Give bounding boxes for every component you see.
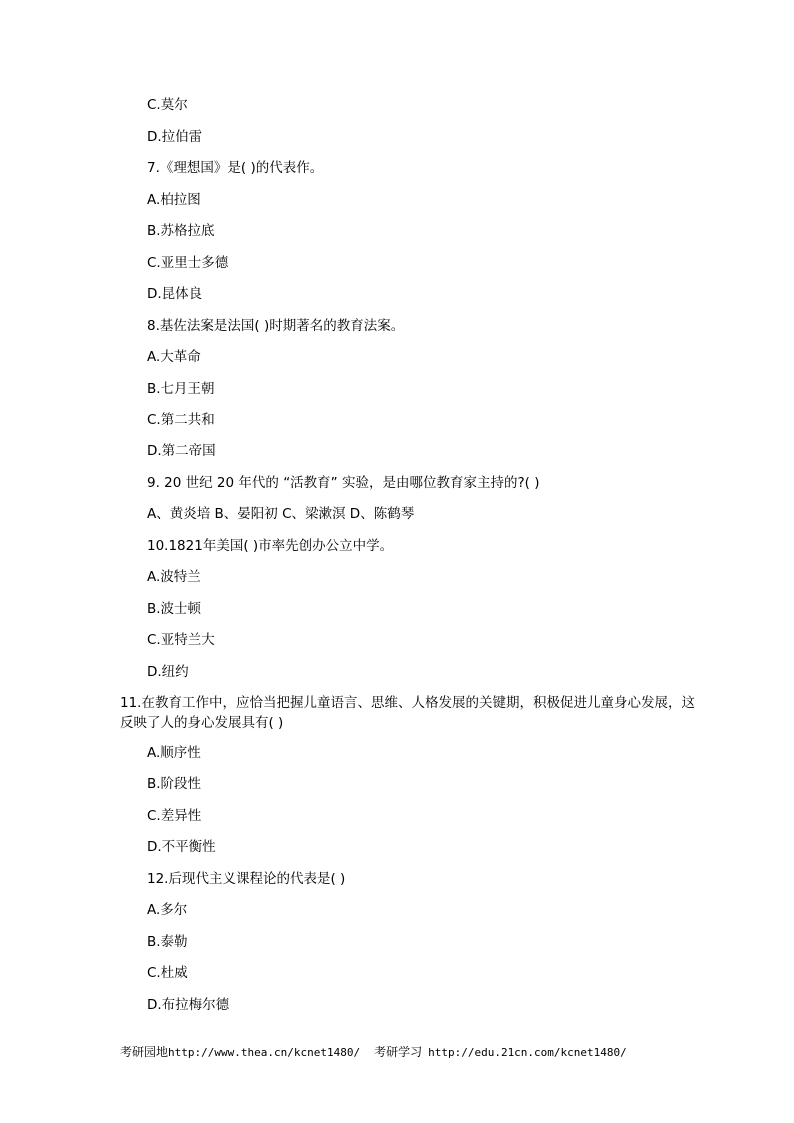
q8-option-d: D.第二帝国 <box>147 443 216 459</box>
q12-option-b: B.泰勒 <box>147 934 188 950</box>
q8-option-a: A.大革命 <box>147 349 201 365</box>
q7-option-c: C.亚里士多德 <box>147 255 229 271</box>
q12-option-c: C.杜威 <box>147 965 188 981</box>
q10-option-d: D.纽约 <box>147 664 189 680</box>
q9-options: A、黄炎培 B、晏阳初 C、梁漱溟 D、陈鹤琴 <box>147 506 415 522</box>
q8-stem: 8.基佐法案是法国( )时期著名的教育法案。 <box>147 318 405 334</box>
q7-option-b: B.苏格拉底 <box>147 223 215 239</box>
q11-option-d: D.不平衡性 <box>147 839 216 855</box>
q10-option-b: B.波士顿 <box>147 601 202 617</box>
q10-stem: 10.1821年美国( )市率先创办公立中学。 <box>147 538 394 554</box>
q8-option-c: C.第二共和 <box>147 412 215 428</box>
q11-stem: 11.在教育工作中，应恰当把握儿童语言、思维、人格发展的关键期，积极促进儿童身心发展，这反映了人的身心发展具有( ) <box>120 695 695 731</box>
q7-option-a: A.柏拉图 <box>147 192 201 208</box>
footer-site2-name: 考研学习 <box>374 1045 423 1059</box>
q12-stem: 12.后现代主义课程论的代表是( ) <box>147 871 346 887</box>
footer-site1-link[interactable]: http://www.thea.cn/kcnet1480/ <box>168 1046 361 1059</box>
page-footer <box>120 1044 627 1061</box>
q7-stem: 7.《理想国》是( )的代表作。 <box>147 160 324 176</box>
q10-option-c: C.亚特兰大 <box>147 632 215 648</box>
q11-option-a: A.顺序性 <box>147 745 201 761</box>
q11-option-c: C.差异性 <box>147 808 202 824</box>
q8-option-b: B.七月王朝 <box>147 381 215 397</box>
q10-option-a: A.波特兰 <box>147 569 201 585</box>
q12-option-d: D.布拉梅尔德 <box>147 997 230 1013</box>
q12-option-a: A.多尔 <box>147 902 188 918</box>
q7-option-d: D.昆体良 <box>147 286 203 302</box>
q6-option-c: C.莫尔 <box>147 97 188 113</box>
q6-option-d: D.拉伯雷 <box>147 129 203 145</box>
q11-option-b: B.阶段性 <box>147 776 202 792</box>
footer-site2-link[interactable]: http://edu.21cn.com/kcnet1480/ <box>428 1046 627 1059</box>
footer-site1-name: 考研园地 <box>120 1045 169 1059</box>
q9-stem: 9. 20 世纪 20 年代的 “活教育” 实验，是由哪位教育家主持的?( ) <box>147 475 540 491</box>
